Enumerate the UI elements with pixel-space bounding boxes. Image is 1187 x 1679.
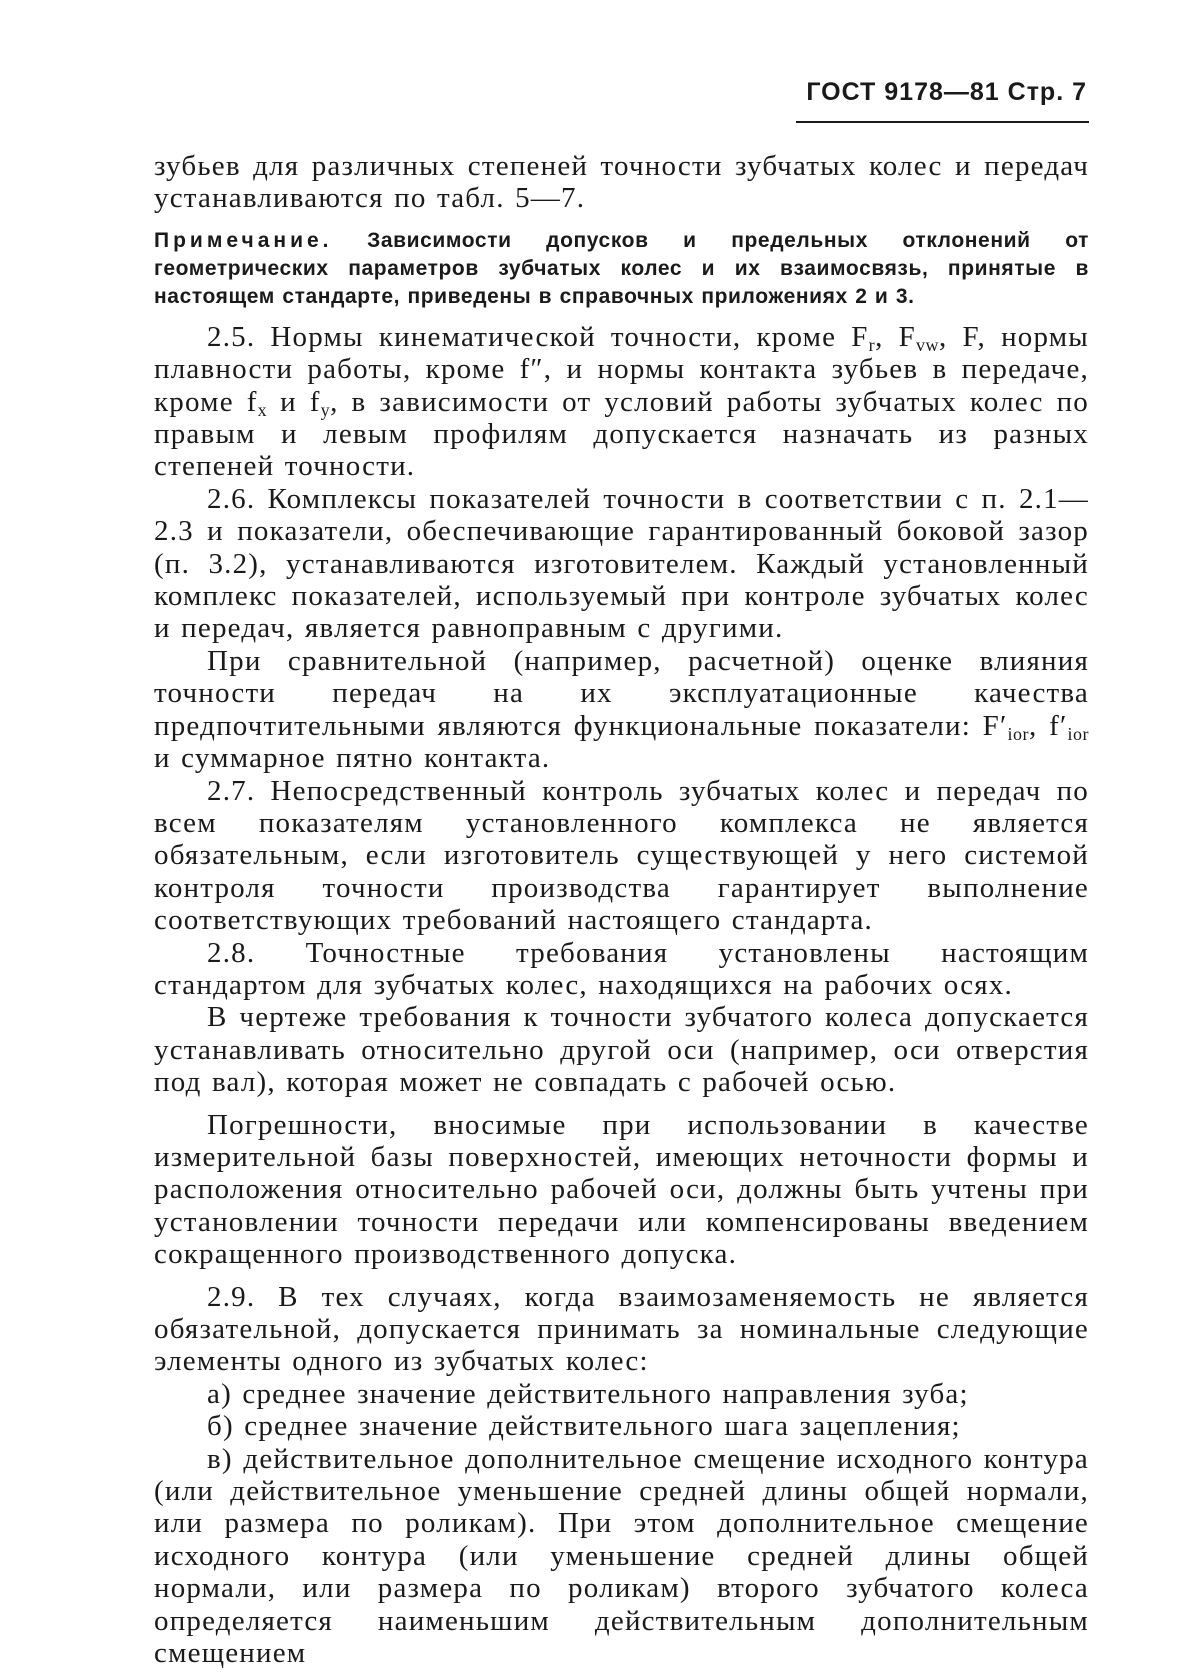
p25-text-e: , в зависимости от условий работы зубчатых колес по правым и левым профилям допускается назначать из разных степеней точности. <box>154 385 1090 483</box>
paragraph-2-6: 2.6. Комплексы показателей точности в соответствии с п. 2.1—2.3 и показатели, обеспечивающие гарантированный боковой зазор (п. 3.2), устанавливаются изготовителем. Каждый установленный комплекс показателей, используемый при контроле зубчатых колес и передач, является равноправным с другими. <box>154 482 1089 645</box>
page-header <box>806 78 1087 113</box>
p25-sub-x: x <box>257 399 268 420</box>
p26b-sub-2: ior <box>1067 723 1089 744</box>
list-item-v: в) действительное дополнительное смещение исходного контура (или действительное уменьшение средней длины общей нормали, или размера по роликам). При этом дополнительное смещение исходного контура (или уменьшение средней длины общей нормали, или размера по роликам) второго зубчатого колеса определяется наименьшим действительным дополнительным смещением <box>154 1442 1089 1670</box>
p25-text-d: и f <box>267 385 321 418</box>
p25-text-c: , F, нормы плавности работы, кроме f″, и нормы контакта зубьев в передаче, кроме f <box>154 320 1089 418</box>
note-paragraph <box>154 227 1089 311</box>
paragraph-2-6-comparison <box>154 645 1089 775</box>
paragraph-2-7: 2.7. Непосредственный контроль зубчатых колес и передач по всем показателям установленного комплекса не является обязательным, если изготовитель существующей у него системой контроля точности производства гарантирует выполнение соответствующих требований настоящего стандарта. <box>154 774 1089 937</box>
p25-text-a: 2.5. Нормы кинематической точности, кроме F <box>207 320 869 353</box>
paragraph-2-8-drawing: В чертеже требования к точности зубчатого колеса допускается устанавливать относительно другой оси (например, оси отверстия под вал), которая может не совпадать с рабочей осью. <box>154 1001 1089 1099</box>
paragraph-2-8-errors: Погрешности, вносимые при использовании в качестве измерительной базы поверхностей, имеющих неточности формы и расположения относительно рабочей оси, должны быть учтены при установлении точности передачи или компенсированы введением сокращенного производственного допуска. <box>154 1108 1089 1271</box>
p26b-sub-1: ior <box>1007 723 1030 744</box>
paragraph-2-9: 2.9. В тех случаях, когда взаимозаменяемость не является обязательной, допускается принимать за номинальные следующие элементы одного из зубчатых колес: <box>154 1280 1089 1378</box>
list-item-a: а) среднее значение действительного направления зуба; <box>207 1377 969 1410</box>
page-header-title: ГОСТ 9178—81 Стр. 7 <box>806 78 1087 106</box>
list-item-b: б) среднее значение действительного шага зацепления; <box>207 1410 961 1443</box>
p26b-text-a: При сравнительной (например, расчетной) оценке влияния точности передач на их эксплуатационные качества предпочтительными являются функциональные показатели: F′ <box>154 644 1089 742</box>
p26b-text-b: , f′ <box>1029 709 1068 742</box>
note-label: Примечание. <box>154 228 333 252</box>
paragraph-continuation: зубьев для различных степеней точности зубчатых колес и передач устанавливаются по табл. 5—7. <box>154 150 1089 215</box>
p25-text-b: , F <box>875 320 916 353</box>
p25-sub-vw: vw <box>916 334 939 355</box>
p25-sub-r: r <box>868 334 876 355</box>
document-body <box>154 150 1089 1669</box>
header-rule <box>796 121 1089 123</box>
paragraph-2-5 <box>154 321 1089 483</box>
note-text: Зависимости допусков и предельных отклонений от геометрических параметров зубчатых колес и их взаимосвязь, принятые в настоящем стандарте, приведены в справочных приложениях 2 и 3. <box>154 228 1089 308</box>
p25-sub-y: y <box>320 399 331 420</box>
p26b-text-c: и суммарное пятно контакта. <box>154 742 551 775</box>
paragraph-2-8: 2.8. Точностные требования установлены настоящим стандартом для зубчатых колес, находящихся на рабочих осях. <box>154 936 1089 1001</box>
